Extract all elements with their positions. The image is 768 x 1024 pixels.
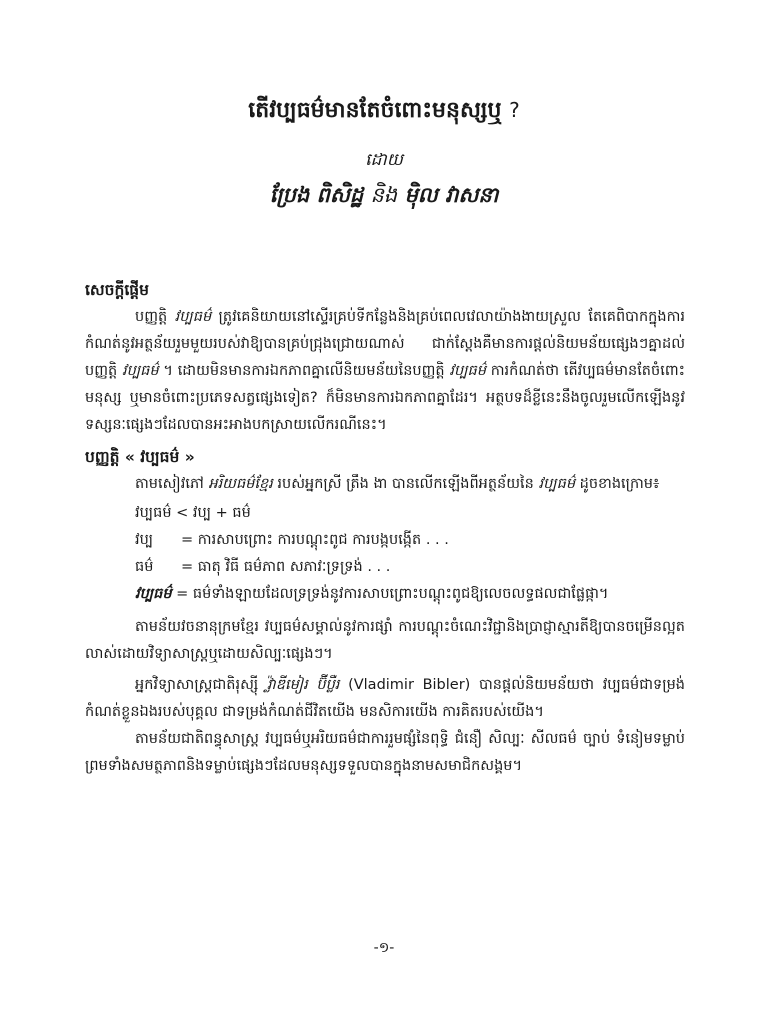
ethnology-paragraph: តាមន័យជាតិពន្ធុសាស្ត្រ វប្បធម៌ឬអរិយធម៌ជាការរួមផ្សំនៃពុទ្ធិ ជំនឿ សិល្បៈ សីលធម៌ ច្បាប់ ទំនៀមទម្លាប់ ព្រមទាំងសមត្ថភាពនិងទម្លាប់ផ្សេងៗដែលមនុស្សទទួលបានក្នុងនាមសមាជិកសង្គម។ <box>85 731 685 774</box>
page-number: -១- <box>373 940 395 956</box>
definition-term: ធម៌ <box>135 559 154 575</box>
summary-text: = ធម៌ទាំងឡាយដែលទ្រទ្រង់នូវការសាបព្រោះបណ្តុះពូជឱ្យលេចលទ្ធផលជាផ្លែផ្កា។ <box>171 586 609 602</box>
bibler-name: វ្ល៉ាឌីមៀរ ប៊ីប្លឺរ <box>266 677 340 693</box>
definition-meaning: = ការសាបព្រោះ ការបណ្តុះពូជ ការបង្កបង្កើត . . . <box>181 532 449 548</box>
intro-heading: សេចក្តីផ្តើម <box>85 281 149 299</box>
author-first: ប្រែង ពិសិដ្ឋ <box>269 183 364 207</box>
author-second: ម៉ិល វាសនា <box>404 183 499 207</box>
definition-row <box>135 500 685 527</box>
author-conjunction: និង <box>370 183 398 207</box>
concept-term: វប្បធម៌ <box>538 476 576 492</box>
bibler-text-2: (Vladimir Bibler) បានផ្តល់និយមន័យថា វប្បធម៌ជាទម្រង់កំណត់ខ្លួនឯងរបស់បុគ្គល ជាទម្រង់កំណត់ជីវិតយើង មនសិការយើង ការគិតរបស់យើង។ <box>85 677 685 720</box>
title-text: តើវប្បធម៌មានតែចំពោះមនុស្សឬ <box>248 98 502 123</box>
definition-row <box>135 554 685 581</box>
article-title <box>0 95 768 126</box>
concept-heading: បញ្ញត្តិ « វប្បធម៌ » <box>85 448 195 466</box>
intro-text-4: ការកំណត់ថា តើវប្បធម៌មានតែចំពោះមនុស្ស ឬមានចំពោះប្រភេទសត្វផ្សេងទៀត? ក៏មិនមានការឯកភាពគ្នាដែរ។ អត្ថបទដ៏ខ្លីនេះនឹងចូលរួមលើកឡើងនូវទស្សនៈផ្សេងៗដែលបានអះអាងបកស្រាយលើករណីនេះ។ <box>85 363 685 433</box>
intro-paragraph <box>85 304 685 439</box>
bibler-text-1: អ្នកវិទ្យាសាស្ត្រជាតិរុស្ស៊ី <box>135 677 267 693</box>
intro-text-2: ត្រូវគេនិយាយនៅស្ទើរគ្រប់ទីកន្លែងនិងគ្រប់ពេលវេលាយ៉ាងងាយស្រួល តែគេពិបាកក្នុងការកំណត់នូវអត្ថន័យរួមមួយរបស់វាឱ្យបានគ្រប់ជ្រុងជ្រោយណាស់ ជាក់ស្តែងគឺមានការផ្តល់និយមន័យផ្សេងៗគ្នាដល់បញ្ញត្តិ <box>85 309 685 379</box>
concept-paragraph <box>85 471 685 498</box>
concept-text-3: ដូចខាងក្រោម៖ <box>575 476 660 492</box>
definition-row <box>135 527 685 554</box>
definition-etymology: វប្បធម៌ < វប្ប + ធម៌ <box>135 505 251 521</box>
article-body <box>85 276 685 780</box>
byline: ដោយ <box>365 150 403 170</box>
intro-text-1: បញ្ញត្តិ <box>135 309 175 325</box>
definition-list <box>135 500 685 608</box>
intro-term-3: វប្បធម៌ <box>449 363 486 379</box>
intro-term-2: វប្បធម៌ <box>122 363 159 379</box>
bibler-paragraph <box>85 672 685 726</box>
concept-book-title: អរិយធម៌ខ្មែរ <box>208 476 273 492</box>
summary-term: វប្បធម៌ <box>135 586 172 602</box>
concept-text-1: តាមសៀវភៅ <box>135 476 209 492</box>
dictionary-paragraph: តាមន័យវចនានុក្រមខ្មែរ វប្បធម៌សម្គាល់នូវការផ្សាំ ការបណ្តុះចំណេះវិជ្ជានិងប្រាជ្ញាស្មារតីឱ្យបានចម្រើនល្អតលាស់ដោយវិទ្យាសាស្ត្រឬដោយសិល្បៈផ្សេងៗ។ <box>85 619 685 662</box>
definition-meaning: = ធាតុ វិធី ធម៌ភាព សភាវៈទ្រទ្រង់ . . . <box>181 559 391 575</box>
definition-summary <box>135 581 685 608</box>
definition-term: វប្ប <box>135 532 154 548</box>
authors <box>0 180 768 210</box>
title-question-mark: ? <box>509 98 520 122</box>
intro-text-3: ។ ដោយមិនមានការឯកភាពគ្នាលើនិយមន័យនៃបញ្ញត្តិ <box>158 363 450 379</box>
intro-term-1: វប្បធម៌ <box>174 309 212 325</box>
concept-text-2: របស់អ្នកស្រី ត្រឹង ងា បានលើកឡើងពីអត្ថន័យនៃ <box>272 476 539 492</box>
